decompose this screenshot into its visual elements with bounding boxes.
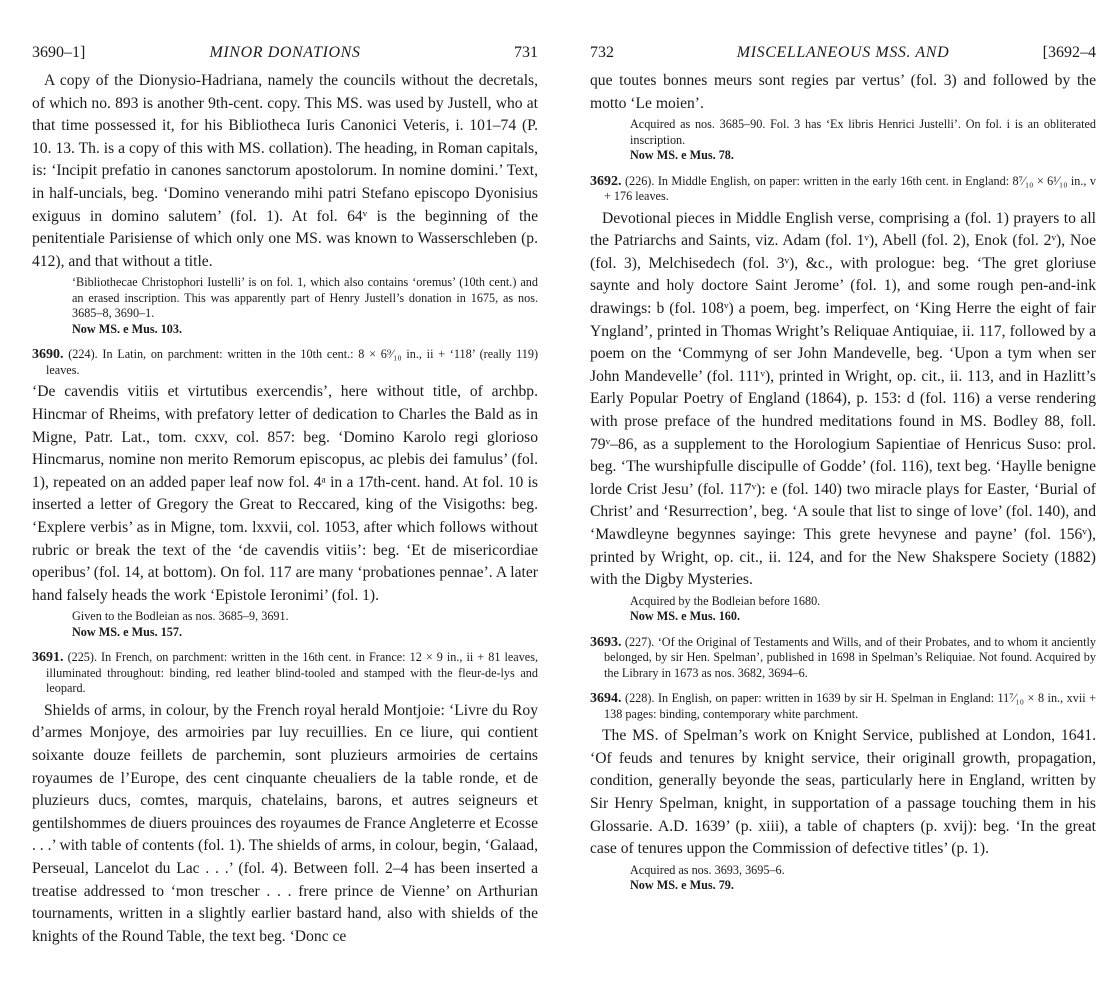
- entry-number: 3692.: [590, 173, 622, 189]
- provenance-note: [590, 863, 1096, 894]
- note-text: Acquired as nos. 3685–90. Fol. 3 has ‘Ex libris Henrici Justelli’. On fol. i is an obliterated inscription.: [630, 117, 1096, 147]
- entry-number: 3690.: [32, 347, 64, 363]
- entry-description: (224). In Latin, on parchment: written in the 10th cent.: 8 × 6⁹⁄₁₀ in., ii + ‘118’ (really 119) leaves.: [46, 347, 539, 377]
- shelfmark: Now MS. e Mus. 160.: [630, 609, 741, 624]
- page-number: 731: [514, 44, 538, 61]
- entry-range: [3692–4: [1042, 44, 1096, 61]
- entry-number: 3693.: [590, 634, 622, 650]
- running-head-left: [32, 44, 538, 66]
- provenance-note: [590, 117, 1096, 164]
- entry-heading-3693: [590, 635, 1096, 682]
- provenance-note: [32, 609, 538, 640]
- paragraph: que toutes bonnes meurs sont regies par vertus’ (fol. 3) and followed by the motto ‘Le moien’.: [590, 72, 1096, 112]
- entry-description: (225). In French, on parchment: written in the 16th cent. in France: 12 × 9 in., ii + 81 leaves, illuminated throughout: binding, red leather blind-tooled and stamped with the fleur-de-lys and leopard.: [46, 650, 539, 696]
- entry-heading-3691: [32, 650, 538, 697]
- entry-description: (226). In Middle English, on paper: written in the early 16th cent. in England: 8⁷⁄₁₀ × 6¹⁄₁₀ in., v + 176 leaves.: [604, 173, 1097, 204]
- note-text: Acquired as nos. 3693, 3695–6.: [630, 862, 785, 877]
- shelfmark: Now MS. e Mus. 78.: [630, 148, 734, 163]
- shelfmark: Now MS. e Mus. 103.: [72, 321, 183, 336]
- provenance-note: [590, 594, 1096, 625]
- shelfmark: Now MS. e Mus. 79.: [630, 878, 734, 893]
- entry-heading-3694: [590, 691, 1096, 722]
- page-number: 732: [590, 44, 614, 61]
- running-head-right: [590, 44, 1096, 66]
- provenance-note: [32, 275, 538, 337]
- running-title: MISCELLANEOUS MSS. AND: [736, 44, 950, 61]
- paragraph: A copy of the Dionysio-Hadriana, namely the councils without the decretals, of which no. 893 is another 9th-cent. copy. This MS. was used by Justell, who at that time possessed it, for his Bibliotheca Iuris Canonici Veteris, i. 101–74 (P. 10. 13. Th. is a copy of this with MS. collation). The heading, in Roman capitals, is: ‘Incipit prefatio in canones sanctorum apostolorum. In nomine domini.’ Text, in half-uncials, beg. ‘Domino venerando mihi patri Stefano episcopo Dyonisius exiguus in domino salutem’ (fol. 1). At fol. 64ᵛ is the beginning of the penitentiale Parisiense of which only one MS. was known to Wasserschleben (p. 412), and that without a title.: [32, 72, 538, 270]
- right-page-body: [590, 70, 1096, 894]
- shelfmark: Now MS. e Mus. 157.: [72, 624, 183, 639]
- running-title: MINOR DONATIONS: [209, 44, 361, 61]
- note-text: Given to the Bodleian as nos. 3685–9, 3691.: [72, 609, 289, 624]
- entry-description: (227). ‘Of the Original of Testaments and Wills, and of their Probates, and to whom it anciently belonged, by sir Hen. Spelman’, published in 1698 in Spelman’s Reliquiae. Not found. Acquired by the Library in 1673 as nos. 3682, 3694–6.: [604, 634, 1096, 680]
- entry-number: 3694.: [590, 691, 622, 707]
- left-page: [32, 0, 538, 986]
- paragraph: The MS. of Spelman’s work on Knight Service, published at London, 1641. ‘Of feuds and tenures by knight service, their originall growth, propagation, condition, generally beyonde the seas, particularly here in England, written by Sir Henry Spelman, knight, in supportation of a passage touching them in his Glossarie. A.D. 1639’ (p. xiii), a table of chapters (p. xvij): beg. ‘In the great case of tenures uppon the Commission of defective titles’ (p. 1).: [590, 727, 1096, 858]
- entry-description: (228). In English, on paper: written in 1639 by sir H. Spelman in England: 11⁷⁄₁₀ × 8 in., xvii + 138 pages: binding, contemporary white parchment.: [604, 691, 1097, 721]
- left-page-body: [32, 70, 538, 948]
- entry-heading-3690: [32, 347, 538, 378]
- paragraph: Shields of arms, in colour, by the French royal herald Montjoie: ‘Livre du Roy d’armes Monjoye, des armoiries par luy recuillies. En ce liure, qui contient soixante douze feillets de parchemin, sont pluzieurs armoiries de certains royaumes de l’Europe, des cent cinquante cheualiers de la table ronde, et de pluzieurs ducs, comtes, marquis, chatelains, barons, et autres seigneurs et gentilshommes de diuers prouinces des royaumes de France Angleterre et Ecosse . . .’ with table of contents (fol. 1). The shields of arms, in colour, begin, ‘Galaad, Perseual, Lancelot du Lac . . .’ (fol. 4). Between foll. 2–4 has been inserted a treatise addressed to ‘mon trescher . . . frere prince de Vienne’ on Arthurian tournaments, written in a slightly earlier bastard hand, also with shields of the knights of the Round Table, the text beg. ‘Donc ce: [32, 701, 538, 945]
- paragraph: ‘De cavendis vitiis et virtutibus exercendis’, here without title, of archbp. Hincmar of Rheims, with prefatory letter of dedication to Charles the Bald as in Migne, Patr. Lat., tom. cxxv, col. 857: beg. ‘Domino Karolo regi glorioso Hincmarus, nomine non merito Remorum episcopus, ac plebis dei famulus’ (fol. 1), repeated on an added paper leaf now fol. 4ᵃ in a 17th-cent. hand. At fol. 10 is inserted a letter of Gregory the Great to Reccared, king of the Visigoths: beg. ‘Explere verbis’ as in Migne, tom. lxxvii, col. 1053, after which follows without rubric or break the text of the ‘de cavendis vitiis’: beg. ‘Et de misericordiae operibus’ (fol. 14, at bottom). On fol. 117 are many ‘probationes pennae’. A later hand falsely heads the work ‘Epistole Ieronimi’ (fol. 1).: [32, 383, 538, 604]
- entry-heading-3692: [590, 174, 1096, 205]
- entry-range: 3690–1]: [32, 44, 86, 61]
- note-text: Acquired by the Bodleian before 1680.: [630, 593, 821, 608]
- note-text: ‘Bibliothecae Christophori Iustelli’ is on fol. 1, which also contains ‘oremus’ (10th cent.) and an erased inscription. This was apparently part of Henry Justell’s donation in 1675, as nos. 3685–8, 3690–1.: [72, 275, 538, 321]
- paragraph: Devotional pieces in Middle English verse, comprising a (fol. 1) prayers to all the Patriarchs and Saints, viz. Adam (fol. 1ᵛ), Abell (fol. 2), Enok (fol. 2ᵛ), Noe (fol. 3), Melchisedech (fol. 3ᵛ), &c., with prologue: beg. ‘The gret gloriuse saynte and holy doctore Saint Jerome’ (fol. 1), and some rough pen-and-ink drawings: b (fol. 108ᵛ) a poem, beg. imperfect, on ‘King Herre the eight of fair Yngland’, printed in Thomas Wright’s Reliquae Antiquiae, ii. 117, followed by a poem on the ‘Commyng of ser John Mandevelle, beg. ‘Upon a tym when ser John Mandevelle’ (fol. 111ᵛ), printed in Wright, op. cit., ii. 113, and in Hazlitt’s Early Popular Poetry of England (1864), p. 153: d (fol. 116) a verse rendering with prose preface of the hundred meditations found in MS. Bodley 88, foll. 79ᵛ–86, as a supplement to the Horologium Sapientiae of Henricus Suso: prol. beg. ‘The wurshipfulle discipulle of Godde’ (fol. 116), text beg. ‘Haylle benigne lorde Crist Jesu’ (fol. 117ᵛ): e (fol. 140) two miracle plays for Easter, ‘Burial of Christ’ and ‘Resurrection’, beg. ‘A soule that list to singe of love’ (fol. 140), and ‘Mawdleyne begynnes sayinge: This grete hevynese and payne’ (fol. 156ᵛ), printed by Wright, op. cit., ii. 124, and for the New Shakspere Society (1882) with the Digby Mysteries.: [590, 209, 1096, 589]
- right-page: [590, 0, 1096, 986]
- entry-number: 3691.: [32, 650, 64, 666]
